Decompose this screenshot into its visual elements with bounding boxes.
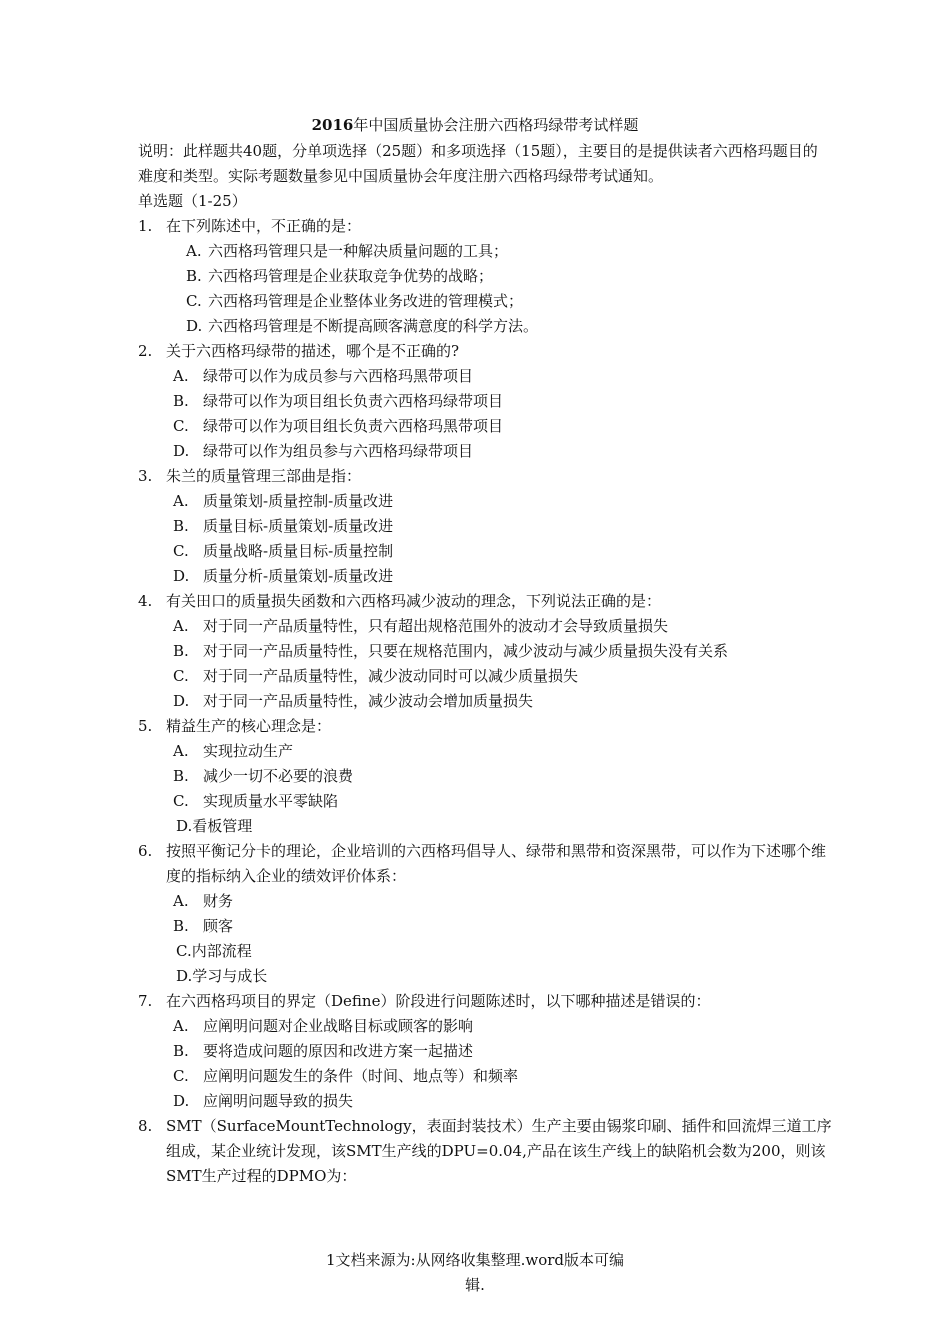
option-text: 质量目标-质量策划-质量改进 [203,517,394,535]
answer-option [138,264,838,289]
option-text: 绿带可以作为组员参与六西格玛绿带项目 [203,442,474,460]
option-label: A. [173,892,189,910]
option-label: D. [173,567,190,585]
answer-option [138,389,838,414]
answer-option [138,1014,838,1039]
answer-option [138,764,838,789]
option-text: 六西格玛管理是不断提高顾客满意度的科学方法。 [208,317,539,335]
option-label: B. [173,392,189,410]
question-number: 7. [138,992,153,1010]
question-6 [138,839,838,989]
option-text: 应阐明问题对企业战略目标或顾客的影响 [203,1017,474,1035]
option-text: 六西格玛管理只是一种解决质量问题的工具； [208,242,509,260]
option-text: 绿带可以作为项目组长负责六西格玛黑带项目 [203,417,504,435]
option-text: 对于同一产品质量特性，减少波动同时可以减少质量损失 [203,667,579,685]
question-5 [138,714,838,839]
question-number: 6. [138,842,153,860]
question-4 [138,589,838,714]
option-label: C. [173,667,189,685]
answer-option [138,364,838,389]
question-number: 2. [138,342,153,360]
option-label: B. [173,1042,189,1060]
question-3 [138,464,838,589]
answer-option [138,664,838,689]
option-text: 六西格玛管理是企业整体业务改进的管理模式； [208,292,524,310]
option-text: 实现拉动生产 [203,742,294,760]
option-text: 绿带可以作为成员参与六西格玛黑带项目 [203,367,474,385]
page-footer [0,1248,950,1298]
question-stem: 精益生产的核心理念是： [166,717,332,735]
question-number: 1. [138,217,153,235]
option-label: D. [186,317,203,335]
option-label: A. [173,492,189,510]
option-text: 要将造成问题的原因和改进方案一起描述 [203,1042,474,1060]
question-7 [138,989,838,1114]
option-label: B. [173,767,189,785]
option-text: 应阐明问题发生的条件（时间、地点等）和频率 [203,1067,519,1085]
option-label: A. [173,742,189,760]
question-stem: 朱兰的质量管理三部曲是指： [166,467,362,485]
answer-option [138,914,838,939]
option-text: 实现质量水平零缺陷 [203,792,339,810]
answer-option [138,939,838,964]
answer-option [138,489,838,514]
answer-option [138,1089,838,1114]
option-text: 应阐明问题导致的损失 [203,1092,354,1110]
option-text: D.学习与成长 [176,967,268,985]
option-label: A. [173,617,189,635]
option-text: 绿带可以作为项目组长负责六西格玛绿带项目 [203,392,504,410]
answer-option [138,539,838,564]
option-label: D. [173,692,190,710]
question-stem: 按照平衡记分卡的理论，企业培训的六西格玛倡导人、绿带和黑带和资深黑带，可以作为下述哪个维度的指标纳入企业的绩效评价体系： [166,842,827,885]
answer-option [138,614,838,639]
answer-option [138,964,838,989]
question-number: 4. [138,592,153,610]
answer-option [138,239,838,264]
footer-line-1: 1文档来源为:从网络收集整理.word版本可编 [325,1251,624,1269]
option-text: 质量策划-质量控制-质量改进 [203,492,394,510]
question-stem: 在六西格玛项目的界定（Define）阶段进行问题陈述时，以下哪种描述是错误的： [166,992,711,1010]
option-text: 减少一切不必要的浪费 [203,767,354,785]
answer-option [138,739,838,764]
answer-option [138,564,838,589]
question-stem: SMT（SurfaceMountTechnology，表面封装技术）生产主要由锡浆印刷、插件和回流焊三道工序组成，某企业统计发现，该SMT生产线的DPU=0.04,产品在该生产线上的缺陷机会数为200，则该SMT生产过程的DPMO为： [166,1117,832,1185]
answer-option [138,1039,838,1064]
question-number: 5. [138,717,153,735]
question-stem: 有关田口的质量损失函数和六西格玛减少波动的理念，下列说法正确的是： [166,592,662,610]
option-label: A. [173,367,189,385]
option-label: B. [173,917,189,935]
question-8 [138,1114,838,1189]
option-text: 质量战略-质量目标-质量控制 [203,542,394,560]
option-label: C. [173,792,189,810]
option-label: C. [186,292,202,310]
question-number: 3. [138,467,153,485]
answer-option [138,1064,838,1089]
question-1 [138,214,838,339]
option-label: A. [186,242,202,260]
option-text: 对于同一产品质量特性，只要在规格范围内，减少波动与减少质量损失没有关系 [203,642,729,660]
answer-option [138,314,838,339]
answer-option [138,889,838,914]
question-stem: 在下列陈述中，不正确的是： [166,217,362,235]
option-label: C. [173,417,189,435]
option-label: B. [173,642,189,660]
answer-option [138,514,838,539]
section-heading: 单选题（1-25） [138,192,247,210]
title-text: 年中国质量协会注册六西格玛绿带考试样题 [353,116,639,134]
question-stem: 关于六西格玛绿带的描述，哪个是不正确的? [166,342,460,360]
question-2 [138,339,838,464]
option-text: 六西格玛管理是企业获取竞争优势的战略； [208,267,494,285]
answer-option [138,639,838,664]
option-text: C.内部流程 [176,942,252,960]
answer-option [138,439,838,464]
option-label: D. [173,1092,190,1110]
answer-option [138,789,838,814]
option-label: B. [173,517,189,535]
answer-option [138,289,838,314]
option-text: 财务 [203,892,234,910]
option-text: D.看板管理 [176,817,253,835]
option-text: 顾客 [203,917,234,935]
title-year: 2016 [311,116,354,134]
option-label: D. [173,442,190,460]
question-list [138,214,838,1189]
option-text: 对于同一产品质量特性，只有超出规格范围外的波动才会导致质量损失 [203,617,669,635]
option-label: C. [173,542,189,560]
document-title [0,114,950,135]
option-text: 对于同一产品质量特性，减少波动会增加质量损失 [203,692,534,710]
answer-option [138,414,838,439]
option-text: 质量分析-质量策划-质量改进 [203,567,394,585]
intro-paragraph: 说明：此样题共40题，分单项选择（25题）和多项选择（15题），主要目的是提供读者六西格玛题目的难度和类型。实际考题数量参见中国质量协会年度注册六西格玛绿带考试通知。 [138,142,818,185]
answer-option [138,814,838,839]
option-label: C. [173,1067,189,1085]
footer-line-2: 辑. [465,1276,485,1294]
question-number: 8. [138,1117,153,1135]
option-label: A. [173,1017,189,1035]
option-label: B. [186,267,202,285]
answer-option [138,689,838,714]
